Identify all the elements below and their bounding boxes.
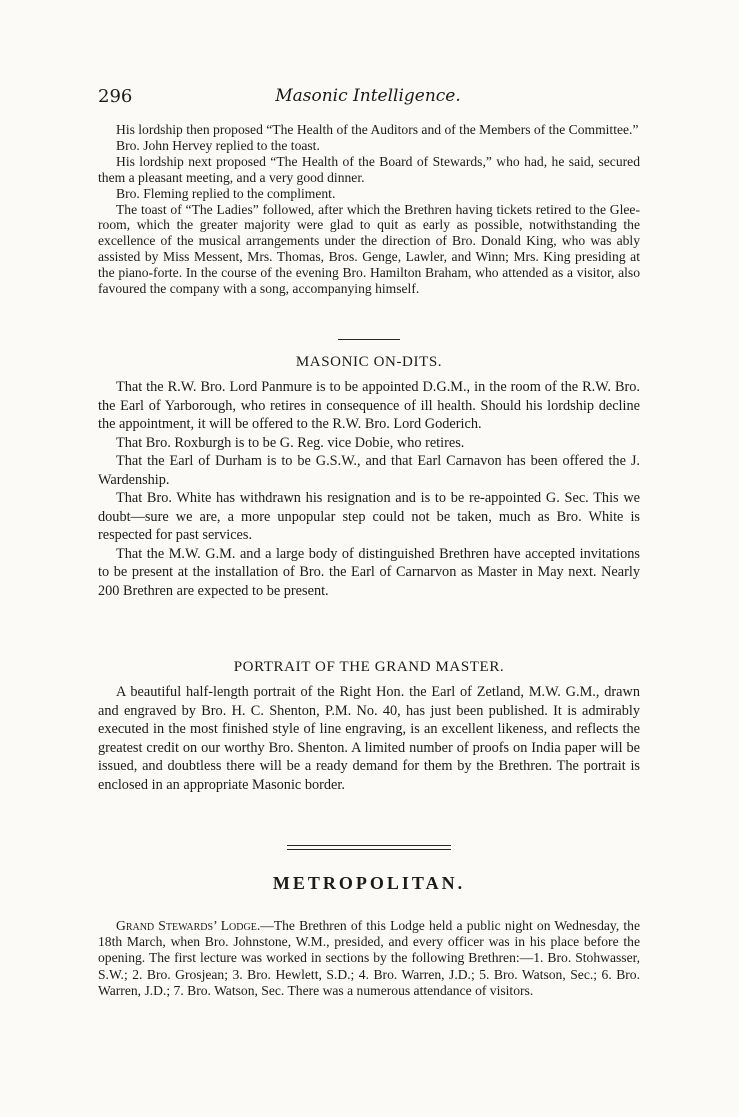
portrait-notice [98, 683, 640, 794]
running-title: Masonic Intelligence. [275, 86, 461, 106]
paragraph: That Bro. White has withdrawn his resignation and is to be re-appointed G. Sec. This we doubt—sure we are, a more unpopular step could not be taken, much as Bro. White is respected for past services. [98, 490, 640, 543]
page-header [98, 86, 638, 110]
double-rule-top [287, 845, 451, 846]
paragraph: That the M.W. G.M. and a large body of distinguished Brethren have accepted invitations to be present at the installation of Bro. the Earl of Carnarvon as Master in May next. Nearly 200 Brethren are expected to be present. [98, 545, 640, 599]
section-heading-portrait: PORTRAIT OF THE GRAND MASTER. [233, 659, 505, 675]
metropolitan-report [98, 918, 640, 999]
paragraph-body: —The Brethren of this Lodge held a public night on Wednesday, the 18th March, when Bro. Johnstone, W.M., presided, and every officer was in his place before the opening. The first lecture was worked in sections by the following Brethren:—1. Bro. Stohwasser, S.W.; 2. Bro. Grosjean; 3. Bro. Hewlett, S.D.; 4. Bro. Warren, J.D.; 5. Bro. Watson, Sec.; 6. Bro. Warren, J.D.; 7. Bro. Watson, Sec. There was a numerous attendance of visitors. [98, 918, 640, 998]
lodge-name: Grand Stewards’ Lodge. [116, 918, 261, 933]
paragraph: A beautiful half-length portrait of the Right Hon. the Earl of Zetland, M.W. G.M., drawn and engraved by Bro. H. C. Shenton, P.M. No. 40, has just been published. It is admirably executed in the most finished style of line engraving, is an excellent likeness, and reflects the greatest credit on our worthy Bro. Shenton. A limited number of proofs on India paper will be issued, and doubtless there will be a ready demand for them by the Brethren. The portrait is enclosed in an appropriate Masonic border. [98, 684, 640, 793]
section-divider [338, 339, 400, 340]
paragraph: That the Earl of Durham is to be G.S.W., and that Earl Carnavon has been offered the J. Wardenship. [98, 453, 640, 488]
paragraph [98, 918, 640, 999]
double-rule-bottom [287, 849, 451, 850]
masonic-on-dits [98, 378, 640, 600]
paragraph: That the R.W. Bro. Lord Panmure is to be appointed D.G.M., in the room of the R.W. Bro. the Earl of Yarborough, who retires in consequence of ill health. Should his lordship decline the appointment, it will be offered to the R.W. Bro. Lord Goderich. [98, 379, 640, 432]
banquet-report [98, 122, 640, 297]
paragraph: His lordship next proposed “The Health of the Board of Stewards,” who had, he said, secured them a pleasant meeting, and a very good dinner. [98, 153, 640, 185]
paragraph: Bro. Fleming replied to the compliment. [116, 185, 336, 201]
paragraph: The toast of “The Ladies” followed, after which the Brethren having tickets retired to the Glee-room, which the greater majority were glad to quit as early as possible, notwithstanding the excellence of the musical arrangements under the direction of Bro. Donald King, who was ably assisted by Miss Messent, Mrs. Thomas, Bros. Genge, Lawler, and Winn; Mrs. King presiding at the piano-forte. In the course of the evening Bro. Hamilton Braham, who attended as a visitor, also favoured the company with a song, accompanying himself. [98, 201, 640, 297]
section-heading-masonic-on-dits: MASONIC ON-DITS. [295, 354, 443, 370]
section-heading-metropolitan: METROPOLITAN. [272, 873, 466, 893]
paragraph: That Bro. Roxburgh is to be G. Reg. vice Dobie, who retires. [116, 434, 465, 451]
paragraph: Bro. John Hervey replied to the toast. [116, 137, 320, 153]
page-number: 296 [98, 86, 133, 107]
paragraph: His lordship then proposed “The Health of the Auditors and of the Members of the Committee.” [116, 122, 639, 137]
